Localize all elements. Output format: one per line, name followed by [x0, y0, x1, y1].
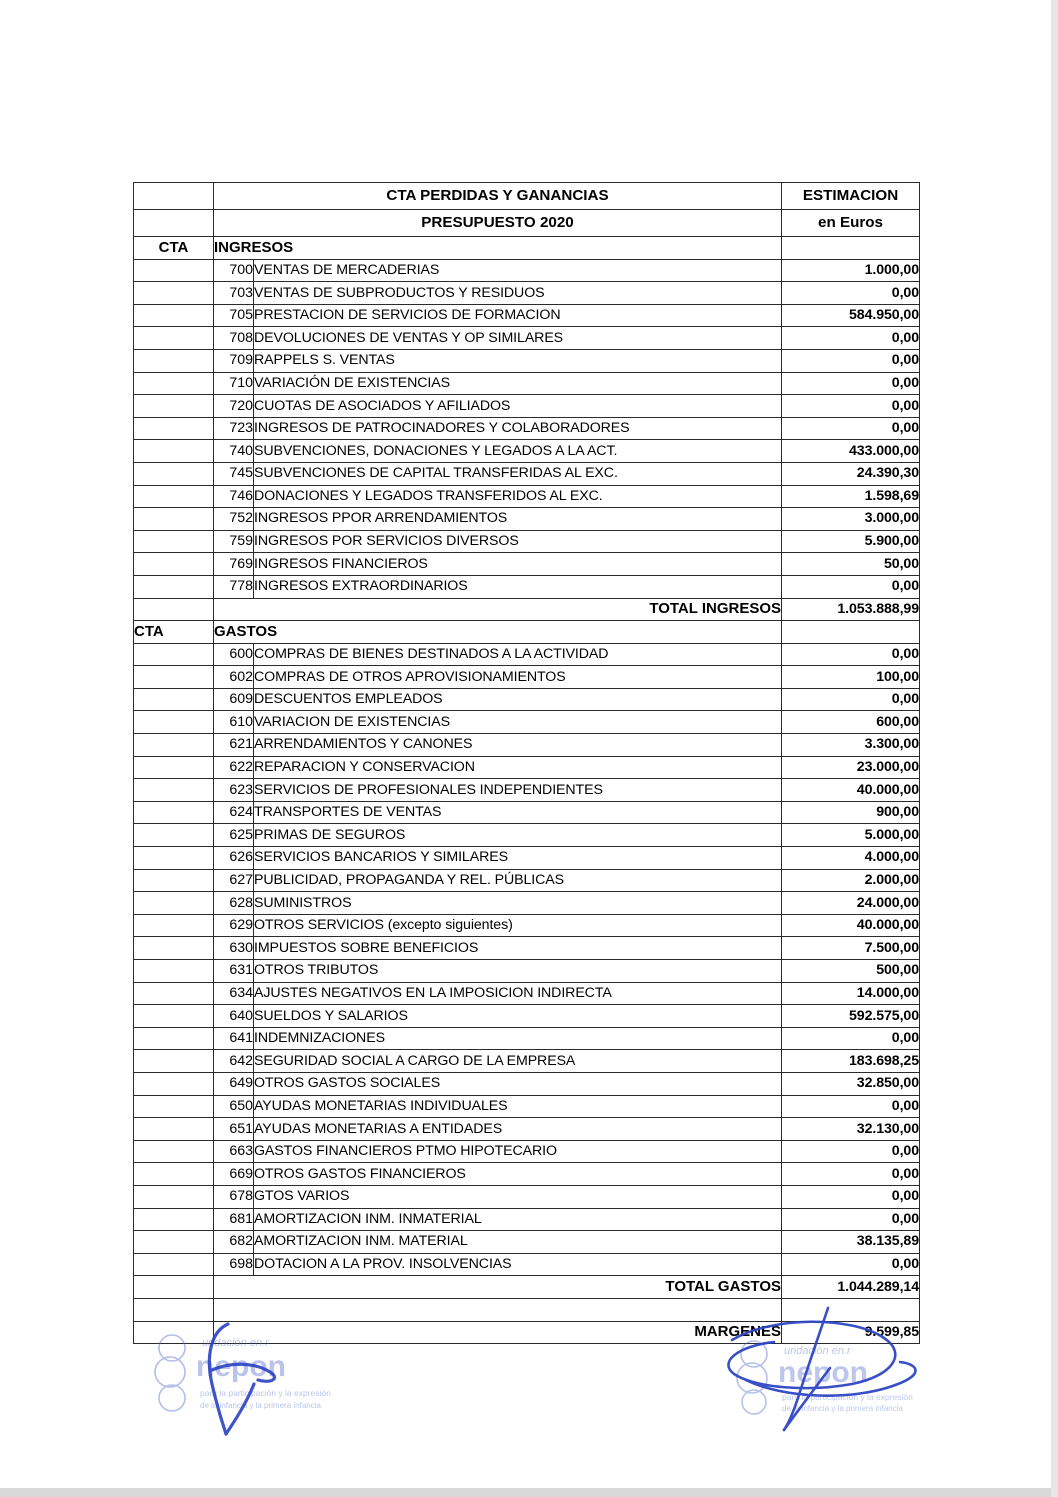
account-code: 649 — [214, 1072, 254, 1095]
spacer-blank-cell — [134, 1298, 214, 1321]
table-row — [134, 643, 920, 666]
account-description: OTROS SERVICIOS (excepto siguientes) — [254, 914, 782, 937]
income-section-amount-blank — [782, 237, 920, 260]
account-description: IMPUESTOS SOBRE BENEFICIOS — [254, 937, 782, 960]
account-amount: 0,00 — [782, 1208, 920, 1231]
header-blank-cell — [134, 183, 214, 210]
account-description: SERVICIOS BANCARIOS Y SIMILARES — [254, 847, 782, 870]
row-blank-cell — [134, 756, 214, 779]
row-blank-cell — [134, 643, 214, 666]
row-blank-cell — [134, 282, 214, 305]
spacer-middle-cell — [214, 1298, 782, 1321]
expense-section-label: GASTOS — [214, 621, 782, 644]
account-amount: 0,00 — [782, 1027, 920, 1050]
table-row — [134, 349, 920, 372]
account-code: 628 — [214, 892, 254, 915]
table-row — [134, 1231, 920, 1254]
table-row — [134, 711, 920, 734]
account-code: 629 — [214, 914, 254, 937]
table-row — [134, 914, 920, 937]
table-row — [134, 575, 920, 598]
account-description: REPARACION Y CONSERVACION — [254, 756, 782, 779]
account-code: 700 — [214, 259, 254, 282]
table-row — [134, 462, 920, 485]
account-code: 740 — [214, 440, 254, 463]
row-blank-cell — [134, 1050, 214, 1073]
row-blank-cell — [134, 666, 214, 689]
row-blank-cell — [134, 960, 214, 983]
account-code: 663 — [214, 1140, 254, 1163]
table-row — [134, 259, 920, 282]
account-description: AJUSTES NEGATIVOS EN LA IMPOSICION INDIRECTA — [254, 982, 782, 1005]
account-amount: 1.000,00 — [782, 259, 920, 282]
account-amount: 32.850,00 — [782, 1072, 920, 1095]
row-blank-cell — [134, 1072, 214, 1095]
header-blank-cell-2 — [134, 210, 214, 237]
account-amount: 5.900,00 — [782, 530, 920, 553]
total-income-label: TOTAL INGRESOS — [214, 598, 782, 621]
table-row — [134, 1253, 920, 1276]
table-row — [134, 327, 920, 350]
table-row — [134, 417, 920, 440]
svg-text:para la participación y la exp: para la participación y la expresión — [200, 1388, 331, 1398]
account-code: 631 — [214, 960, 254, 983]
table-row — [134, 530, 920, 553]
total-expense-amount: 1.044.289,14 — [782, 1276, 920, 1299]
row-blank-cell — [134, 892, 214, 915]
account-amount: 0,00 — [782, 395, 920, 418]
row-blank-cell — [134, 801, 214, 824]
account-code: 723 — [214, 417, 254, 440]
svg-text:para la participación y la exp: para la participación y la expresión — [782, 1392, 913, 1402]
account-code: 625 — [214, 824, 254, 847]
account-code: 746 — [214, 485, 254, 508]
account-code: 769 — [214, 553, 254, 576]
row-blank-cell — [134, 1253, 214, 1276]
account-description: GASTOS FINANCIEROS PTMO HIPOTECARIO — [254, 1140, 782, 1163]
account-description: CUOTAS DE ASOCIADOS Y AFILIADOS — [254, 395, 782, 418]
row-blank-cell — [134, 914, 214, 937]
row-blank-cell — [134, 395, 214, 418]
account-code: 682 — [214, 1231, 254, 1254]
account-amount: 24.000,00 — [782, 892, 920, 915]
table-row — [134, 1140, 920, 1163]
row-blank-cell — [134, 824, 214, 847]
account-description: OTROS GASTOS SOCIALES — [254, 1072, 782, 1095]
account-description: COMPRAS DE OTROS APROVISIONAMIENTOS — [254, 666, 782, 689]
amount-header-line2: en Euros — [782, 210, 920, 237]
account-code: 626 — [214, 847, 254, 870]
table-row — [134, 304, 920, 327]
account-code: 600 — [214, 643, 254, 666]
account-amount: 183.698,25 — [782, 1050, 920, 1073]
account-amount: 433.000,00 — [782, 440, 920, 463]
table-row — [134, 847, 920, 870]
account-description: SERVICIOS DE PROFESIONALES INDEPENDIENTES — [254, 779, 782, 802]
expense-cta-label: CTA — [134, 621, 214, 644]
account-code: 703 — [214, 282, 254, 305]
table-row — [134, 1185, 920, 1208]
table-row — [134, 688, 920, 711]
row-blank-cell — [134, 259, 214, 282]
table-row — [134, 395, 920, 418]
svg-text:nepon: nepon — [778, 1356, 868, 1389]
row-blank-cell — [134, 575, 214, 598]
margin-label: MARGENES — [214, 1321, 782, 1344]
row-blank-cell — [134, 1140, 214, 1163]
account-description: SUBVENCIONES DE CAPITAL TRANSFERIDAS AL EXC. — [254, 462, 782, 485]
account-code: 708 — [214, 327, 254, 350]
account-amount: 23.000,00 — [782, 756, 920, 779]
account-amount: 7.500,00 — [782, 937, 920, 960]
svg-text:undación en.r: undación en.r — [202, 1337, 269, 1349]
account-code: 640 — [214, 1005, 254, 1028]
account-code: 624 — [214, 801, 254, 824]
account-amount: 40.000,00 — [782, 779, 920, 802]
account-description: DONACIONES Y LEGADOS TRANSFERIDOS AL EXC. — [254, 485, 782, 508]
account-description: INDEMNIZACIONES — [254, 1027, 782, 1050]
account-code: 698 — [214, 1253, 254, 1276]
account-amount: 32.130,00 — [782, 1118, 920, 1141]
account-description: DEVOLUCIONES DE VENTAS Y OP SIMILARES — [254, 327, 782, 350]
account-amount: 0,00 — [782, 349, 920, 372]
margin-amount: 9.599,85 — [782, 1321, 920, 1344]
account-code: 759 — [214, 530, 254, 553]
table-header-row-1 — [134, 183, 920, 210]
total-income-row — [134, 598, 920, 621]
account-amount: 0,00 — [782, 1185, 920, 1208]
amount-header-line1: ESTIMACION — [782, 183, 920, 210]
row-blank-cell — [134, 462, 214, 485]
svg-text:nepon: nepon — [196, 1350, 286, 1383]
account-code: 669 — [214, 1163, 254, 1186]
account-amount: 0,00 — [782, 1140, 920, 1163]
account-description: RAPPELS S. VENTAS — [254, 349, 782, 372]
table-row — [134, 1005, 920, 1028]
income-section-header-row — [134, 237, 920, 260]
scan-edge-bottom — [0, 1488, 1058, 1497]
account-code: 651 — [214, 1118, 254, 1141]
account-code: 634 — [214, 982, 254, 1005]
document-title-line2: PRESUPUESTO 2020 — [214, 210, 782, 237]
account-description: AYUDAS MONETARIAS A ENTIDADES — [254, 1118, 782, 1141]
account-amount: 500,00 — [782, 960, 920, 983]
table-row — [134, 801, 920, 824]
row-blank-cell — [134, 1208, 214, 1231]
account-amount: 0,00 — [782, 1095, 920, 1118]
account-amount: 5.000,00 — [782, 824, 920, 847]
account-amount: 0,00 — [782, 1253, 920, 1276]
account-amount: 3.300,00 — [782, 734, 920, 757]
table-row — [134, 892, 920, 915]
account-amount: 584.950,00 — [782, 304, 920, 327]
table-row — [134, 1208, 920, 1231]
account-amount: 0,00 — [782, 372, 920, 395]
row-blank-cell — [134, 1005, 214, 1028]
account-description: PUBLICIDAD, PROPAGANDA Y REL. PÚBLICAS — [254, 869, 782, 892]
account-description: VENTAS DE SUBPRODUCTOS Y RESIDUOS — [254, 282, 782, 305]
account-code: 650 — [214, 1095, 254, 1118]
account-description: INGRESOS EXTRAORDINARIOS — [254, 575, 782, 598]
account-description: AMORTIZACION INM. MATERIAL — [254, 1231, 782, 1254]
expense-section-header-row — [134, 621, 920, 644]
margin-row — [134, 1321, 920, 1344]
row-blank-cell — [134, 553, 214, 576]
account-code: 627 — [214, 869, 254, 892]
account-description: SUBVENCIONES, DONACIONES Y LEGADOS A LA ACT. — [254, 440, 782, 463]
account-code: 641 — [214, 1027, 254, 1050]
account-amount: 0,00 — [782, 1163, 920, 1186]
account-description: ARRENDAMIENTOS Y CANONES — [254, 734, 782, 757]
table-row — [134, 1027, 920, 1050]
row-blank-cell — [134, 937, 214, 960]
account-code: 720 — [214, 395, 254, 418]
account-code: 745 — [214, 462, 254, 485]
account-amount: 592.575,00 — [782, 1005, 920, 1028]
table-row — [134, 1095, 920, 1118]
table-row — [134, 1118, 920, 1141]
account-code: 602 — [214, 666, 254, 689]
account-code: 778 — [214, 575, 254, 598]
document-title-line1: CTA PERDIDAS Y GANANCIAS — [214, 183, 782, 210]
row-blank-cell — [134, 304, 214, 327]
expense-section-amount-blank — [782, 621, 920, 644]
account-description: PRIMAS DE SEGUROS — [254, 824, 782, 847]
svg-text:de la infancia y la primera in: de la infancia y la primera infancia — [782, 1404, 903, 1413]
account-code: 630 — [214, 937, 254, 960]
account-description: DESCUENTOS EMPLEADOS — [254, 688, 782, 711]
account-description: TRANSPORTES DE VENTAS — [254, 801, 782, 824]
row-blank-cell — [134, 1118, 214, 1141]
table-row — [134, 960, 920, 983]
account-description: OTROS GASTOS FINANCIEROS — [254, 1163, 782, 1186]
account-description: INGRESOS FINANCIEROS — [254, 553, 782, 576]
row-blank-cell — [134, 372, 214, 395]
income-cta-label: CTA — [134, 237, 214, 260]
profit-and-loss-table — [133, 182, 920, 1344]
row-blank-cell — [134, 530, 214, 553]
spacer-row — [134, 1298, 920, 1321]
table-row — [134, 869, 920, 892]
account-amount: 14.000,00 — [782, 982, 920, 1005]
table-row — [134, 1072, 920, 1095]
row-blank-cell — [134, 1185, 214, 1208]
row-blank-cell — [134, 349, 214, 372]
table-row — [134, 485, 920, 508]
account-amount: 50,00 — [782, 553, 920, 576]
svg-text:de la infancia y la primera in: de la infancia y la primera infancia — [200, 1401, 321, 1410]
account-code: 678 — [214, 1185, 254, 1208]
account-code: 709 — [214, 349, 254, 372]
account-code: 705 — [214, 304, 254, 327]
account-description: GTOS VARIOS — [254, 1185, 782, 1208]
account-description: SUMINISTROS — [254, 892, 782, 915]
account-description: INGRESOS PPOR ARRENDAMIENTOS — [254, 508, 782, 531]
account-amount: 1.598,69 — [782, 485, 920, 508]
account-description: INGRESOS POR SERVICIOS DIVERSOS — [254, 530, 782, 553]
table-row — [134, 440, 920, 463]
row-blank-cell — [134, 847, 214, 870]
row-blank-cell — [134, 711, 214, 734]
account-amount: 38.135,89 — [782, 1231, 920, 1254]
account-description: AMORTIZACION INM. INMATERIAL — [254, 1208, 782, 1231]
table-row — [134, 666, 920, 689]
account-code: 622 — [214, 756, 254, 779]
account-code: 681 — [214, 1208, 254, 1231]
account-amount: 0,00 — [782, 643, 920, 666]
account-description: PRESTACION DE SERVICIOS DE FORMACION — [254, 304, 782, 327]
table-row — [134, 982, 920, 1005]
account-amount: 2.000,00 — [782, 869, 920, 892]
table-row — [134, 756, 920, 779]
account-amount: 0,00 — [782, 327, 920, 350]
account-amount: 0,00 — [782, 575, 920, 598]
account-code: 610 — [214, 711, 254, 734]
margin-blank-cell — [134, 1321, 214, 1344]
row-blank-cell — [134, 1095, 214, 1118]
account-amount: 4.000,00 — [782, 847, 920, 870]
table-header-row-2 — [134, 210, 920, 237]
row-blank-cell — [134, 779, 214, 802]
account-amount: 0,00 — [782, 417, 920, 440]
account-description: SUELDOS Y SALARIOS — [254, 1005, 782, 1028]
table-row — [134, 553, 920, 576]
account-code: 621 — [214, 734, 254, 757]
account-amount: 0,00 — [782, 688, 920, 711]
table-row — [134, 779, 920, 802]
account-amount: 100,00 — [782, 666, 920, 689]
total-expense-row — [134, 1276, 920, 1299]
table-row — [134, 282, 920, 305]
spacer-amount-cell — [782, 1298, 920, 1321]
row-blank-cell — [134, 982, 214, 1005]
row-blank-cell — [134, 508, 214, 531]
row-blank-cell — [134, 485, 214, 508]
total-expense-blank-cell — [134, 1276, 214, 1299]
row-blank-cell — [134, 327, 214, 350]
account-code: 710 — [214, 372, 254, 395]
row-blank-cell — [134, 869, 214, 892]
row-blank-cell — [134, 688, 214, 711]
account-amount: 600,00 — [782, 711, 920, 734]
total-expense-label: TOTAL GASTOS — [214, 1276, 782, 1299]
account-amount: 24.390,30 — [782, 462, 920, 485]
account-amount: 3.000,00 — [782, 508, 920, 531]
svg-text:undación en.r: undación en.r — [784, 1345, 851, 1357]
row-blank-cell — [134, 1163, 214, 1186]
table-row — [134, 937, 920, 960]
profit-and-loss-table-container — [133, 182, 919, 1344]
account-description: INGRESOS DE PATROCINADORES Y COLABORADORES — [254, 417, 782, 440]
table-row — [134, 372, 920, 395]
total-income-amount: 1.053.888,99 — [782, 598, 920, 621]
account-description: AYUDAS MONETARIAS INDIVIDUALES — [254, 1095, 782, 1118]
table-row — [134, 734, 920, 757]
account-code: 642 — [214, 1050, 254, 1073]
table-row — [134, 1050, 920, 1073]
account-amount: 900,00 — [782, 801, 920, 824]
row-blank-cell — [134, 734, 214, 757]
row-blank-cell — [134, 1027, 214, 1050]
account-description: VENTAS DE MERCADERIAS — [254, 259, 782, 282]
total-income-blank-cell — [134, 598, 214, 621]
account-code: 623 — [214, 779, 254, 802]
row-blank-cell — [134, 1231, 214, 1254]
account-amount: 40.000,00 — [782, 914, 920, 937]
account-description: SEGURIDAD SOCIAL A CARGO DE LA EMPRESA — [254, 1050, 782, 1073]
account-description: COMPRAS DE BIENES DESTINADOS A LA ACTIVIDAD — [254, 643, 782, 666]
account-amount: 0,00 — [782, 282, 920, 305]
table-row — [134, 508, 920, 531]
account-code: 609 — [214, 688, 254, 711]
income-section-label: INGRESOS — [214, 237, 782, 260]
account-description: VARIACIÓN DE EXISTENCIAS — [254, 372, 782, 395]
scan-edge-right — [1051, 0, 1058, 1497]
table-row — [134, 1163, 920, 1186]
table-row — [134, 824, 920, 847]
row-blank-cell — [134, 417, 214, 440]
account-description: VARIACION DE EXISTENCIAS — [254, 711, 782, 734]
account-description: DOTACION A LA PROV. INSOLVENCIAS — [254, 1253, 782, 1276]
account-code: 752 — [214, 508, 254, 531]
row-blank-cell — [134, 440, 214, 463]
account-description: OTROS TRIBUTOS — [254, 960, 782, 983]
